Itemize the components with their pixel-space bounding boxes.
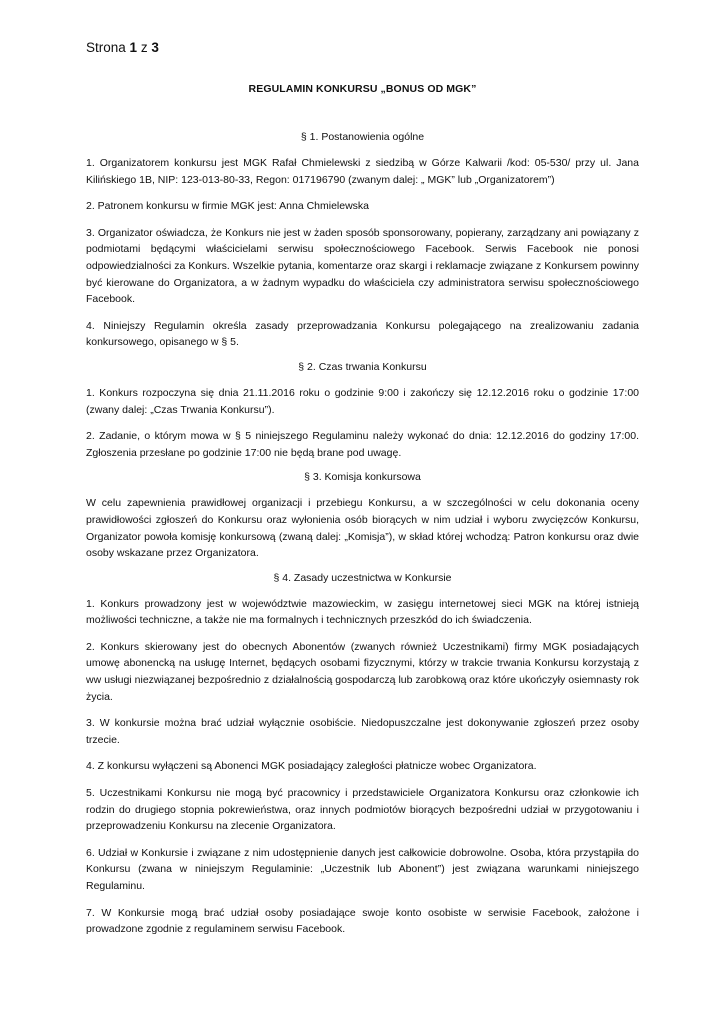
paragraph: 5. Uczestnikami Konkursu nie mogą być pracownicy i przedstawiciele Organizatora Konkursu oraz członkowie ich rodzin do drugiego stopnia pokrewieństwa, oraz innych podmiotów biorących bezpośredni udział w przygotowaniu i przeprowadzeniu Konkursu na zlecenie Organizatora. [86,787,639,833]
document-title: REGULAMIN KONKURSU „BONUS OD MGK” [248,83,477,95]
section-title: § 4. Zasady uczestnictwa w Konkursie [273,571,452,584]
total-pages-number: 3 [151,40,159,55]
paragraph: 1. Konkurs rozpoczyna się dnia 21.11.2016 roku o godzinie 9:00 i zakończy się 12.12.2016 roku o godzinie 17:00 (zwany dalej: „Czas Trwania Konkursu”). [86,386,639,416]
paragraph: 6. Udział w Konkursie i związane z nim udostępnienie danych jest całkowicie dobrowolne. Osoba, która przystąpiła do Konkursu (zwana w niniejszym Regulaminie: „Uczestnik lub Abonent”) jest związana warunkami niniejszego Regulaminu. [86,846,639,892]
paragraph: 3. W konkursie można brać udział wyłącznie osobiście. Niedopuszczalne jest dokonywanie zgłoszeń przez osoby trzecie. [86,717,639,746]
paragraph: 7. W Konkursie mogą brać udział osoby posiadające swoje konto osobiste w serwisie Facebook, założone i prowadzone zgodnie z regulaminem serwisu Facebook. [86,906,639,936]
paragraph: 4. Z konkursu wyłączeni są Abonenci MGK posiadający zaległości płatnicze wobec Organizatora. [86,760,537,773]
section-title: § 1. Postanowienia ogólne [300,131,425,143]
page-label: Strona [86,40,126,55]
section-title: § 2. Czas trwania Konkursu [298,360,427,373]
section-1 [86,131,639,351]
paragraph: 2. Zadanie, o którym mowa w § 5 niniejszego Regulaminu należy wykonać do dnia: 12.12.2016 do godziny 17:00. Zgłoszenia przesłane po godzinie 17:00 nie będą brane pod uwagę. [86,430,639,459]
page-separator: z [140,40,148,55]
paragraph: 1. Konkurs prowadzony jest w województwie mazowieckim, w zasięgu internetowej sieci MGK na której istnieją możliwości techniczne, a także nie ma formalnych i technicznych przeszkód do ich świadczenia. [86,597,639,627]
paragraph: 2. Patronem konkursu w firmie MGK jest: Anna Chmielewska [86,200,370,213]
section-4 [86,572,639,938]
paragraph: 3. Organizator oświadcza, że Konkurs nie jest w żaden sposób sponsorowany, popierany, zarządzany ani powiązany z podmiotami będącymi właścicielami serwisu społecznościowego Facebook. Serwis Facebook nie ponosi odpowiedzialności za Konkurs. Wszelkie pytania, komentarze oraz skargi i reklamacje związane z Konkursem powinny być kierowane do Organizatora, a w żadnym wypadku do właściciela czy administratora serwisu społecznościowego Facebook. [86,226,639,306]
paragraph: W celu zapewnienia prawidłowej organizacji i przebiegu Konkursu, a w szczególności w celu dokonania oceny prawidłowości zgłoszeń do Konkursu oraz wyłonienia osób biorących w nim udział i wyboru zwycięzców Konkursu, Organizator powoła komisję konkursową (zwaną dalej: „Komisja”), w skład której wchodzą: Patron konkursu oraz dwie osoby wskazane przez Organizatora. [86,497,639,560]
paragraph: 2. Konkurs skierowany jest do obecnych Abonentów (zwanych również Uczestnikami) firmy MGK posiadających umowę abonencką na usługę Internet, będących osobami fizycznymi, którzy w trakcie trwania Konkursu korzystają z ww usługi niezwiązanej bezpośrednio z działalnością gospodarczą lub zarobkową oraz które ukończyły osiemnasty rok życia. [86,640,639,703]
section-3 [86,471,639,561]
page-header [86,40,639,55]
paragraph: 4. Niniejszy Regulamin określa zasady przeprowadzania Konkursu polegającego na zrealizowaniu zadania konkursowego, opisanego w § 5. [86,319,639,349]
paragraph: 1. Organizatorem konkursu jest MGK Rafał Chmielewski z siedzibą w Górze Kalwarii /kod: 05-530/ przy ul. Jana Kilińskiego 1B, NIP: 123-013-80-33, Regon: 017196790 (zwanym dalej: „ MGK” lub „Organizatorem”) [86,157,639,186]
section-title: § 3. Komisja konkursowa [304,471,421,484]
section-2 [86,361,639,461]
current-page-number: 1 [129,40,138,55]
